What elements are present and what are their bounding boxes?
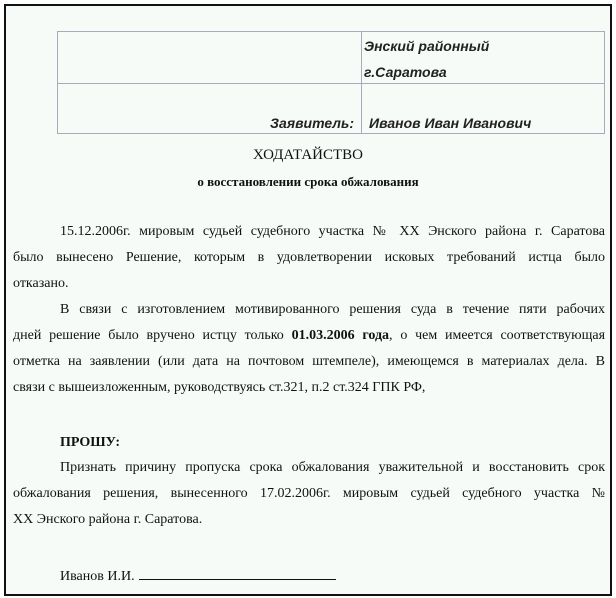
paragraph-line: 15.12.2006г. мировым судьей судебного участка № XX Энского района г. Саратова	[60, 224, 605, 239]
request-line: Признать причину пропуска срока обжалования уважительной и восстановить срок	[60, 460, 605, 475]
document-title: ХОДАТАЙСТВО	[253, 147, 363, 163]
paragraph-line: отметка на заявлении (или дата на почтовом штемпеле), имеющемся в материалах дела. В	[13, 354, 605, 369]
header-table	[57, 31, 605, 134]
applicant-name: Иванов Иван Иванович	[369, 115, 532, 131]
paragraph-line: В связи с изготовлением мотивированного решения суда в течение пяти рабочих	[60, 302, 605, 317]
signature-name: Иванов И.И.	[60, 569, 135, 584]
paragraph-line: было вынесено Решение, которым в удовлетворении исковых требований истца было	[13, 250, 605, 265]
text: , о чем имеется соответствующая	[389, 328, 606, 343]
request-line: обжалования решения, вынесенного 17.02.2006г. мировым судьей судебного участка №	[13, 486, 605, 501]
delivery-date: 01.03.2006 года	[291, 328, 390, 343]
request-heading: ПРОШУ:	[60, 435, 121, 450]
request-line: XX Энского района г. Саратова.	[13, 512, 203, 527]
paragraph-line	[13, 328, 605, 344]
text: дней решение было вручено истцу только	[13, 328, 292, 343]
paragraph-line: отказано.	[13, 276, 69, 291]
document-subtitle: о восстановлении срока обжалования	[197, 174, 419, 189]
document-page	[4, 4, 612, 596]
signature-block	[60, 567, 336, 585]
court-name: Энский районный	[364, 38, 490, 54]
paragraph-line: связи с вышеизложенным, руководствуясь ст.321, п.2 ст.324 ГПК РФ,	[13, 380, 426, 395]
table-divider	[58, 83, 604, 84]
signature-line	[139, 567, 336, 580]
applicant-label: Заявитель:	[270, 115, 354, 131]
court-city: г.Саратова	[364, 64, 447, 80]
table-divider	[361, 32, 362, 133]
